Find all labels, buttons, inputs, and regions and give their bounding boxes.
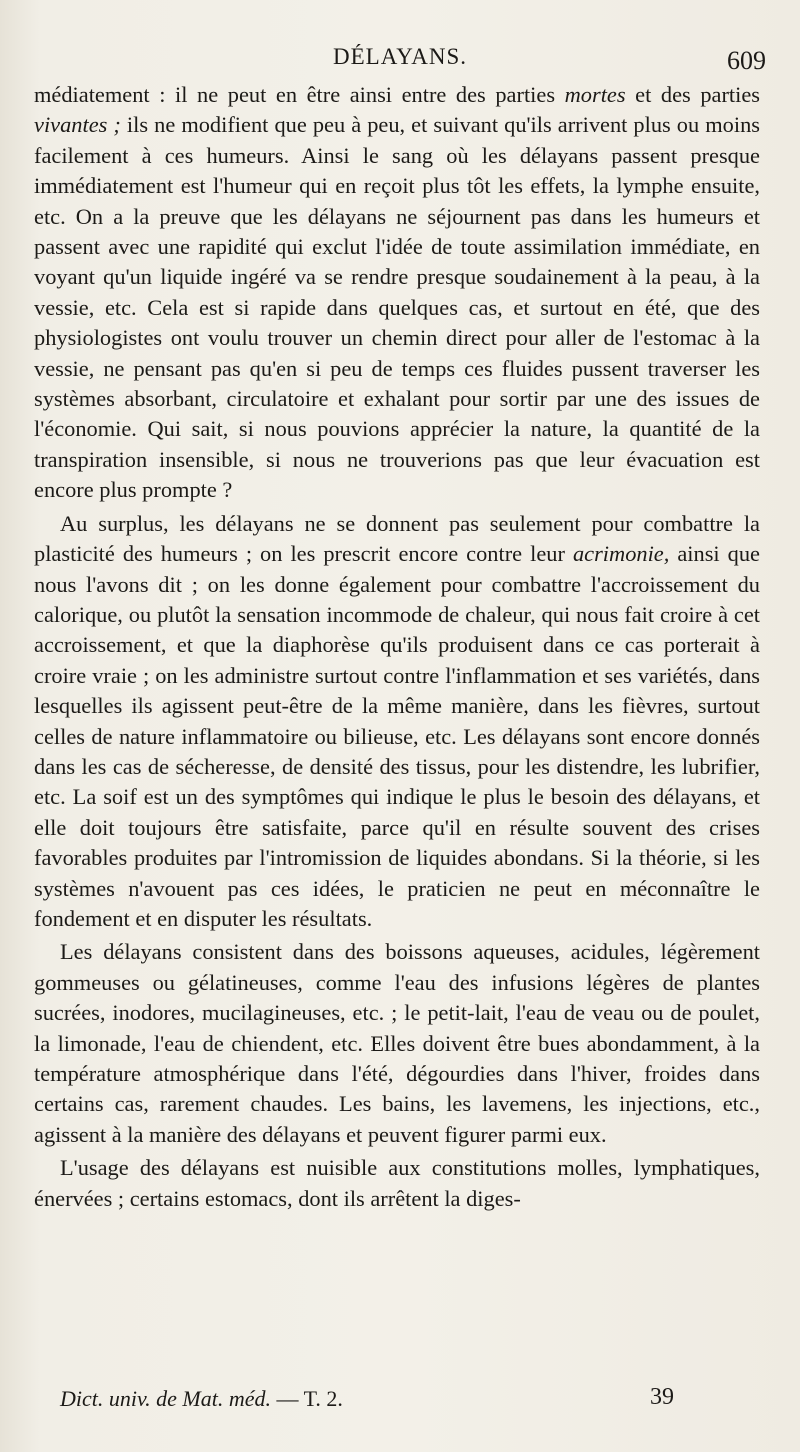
text-run: ils ne modifient que peu à peu, et suivant qu'ils arrivent plus ou moins facilement à ces humeurs. Ainsi le sang où les délayans passent presque immédiatement est l'humeur qui en reçoit plus tôt les effets, la lymphe ensuite, etc. On a la preuve que les délayans ne séjournent pas dans les humeurs et passent avec une rapidité qui exclut l'idée de toute assimilation immédiate, en voyant qu'un liquide ingéré va se rendre presque soudainement à la peau, à la vessie, etc. Cela est si rapide dans quelques cas, et surtout en été, que des physiologistes ont voulu trouver un chemin direct pour aller de l'estomac à la vessie, ne pensant pas qu'en si peu de temps ces fluides pussent traverser les systèmes absorbant, circulatoire et exhalant pour sortir par une des issues de l'économie. Qui sait, si nous pouvions apprécier la nature, la quantité de la transpiration insensible, si nous ne trouverions pas que leur évacuation est encore plus prompte ?	[34, 112, 760, 503]
body-text	[34, 80, 760, 1214]
text-run: Au surplus, les délayans ne se donnent pas seulement pour combattre la plasticité des humeurs ; on les prescrit encore contre leur	[34, 510, 760, 567]
running-title: DÉLAYANS.	[332, 44, 468, 69]
text-run: médiatement : il ne peut en être ainsi entre des parties	[34, 82, 565, 107]
text-run: L'usage des délayans est nuisible aux constitutions molles, lymphatiques, énervées ; certains estomacs, dont ils arrêtent la diges-	[34, 1155, 760, 1211]
page-number: 609	[727, 46, 766, 75]
text-run: et des parties	[625, 82, 761, 107]
paragraph	[34, 937, 760, 1150]
paragraph	[34, 80, 760, 506]
italic-run: mortes	[564, 82, 626, 107]
printer-signature	[60, 1386, 343, 1412]
page-footer	[60, 1386, 760, 1420]
text-run: Les délayans consistent dans des boissons aqueuses, acidules, légèrement gommeuses ou gélatineuses, comme l'eau des infusions légères de plantes sucrées, inodores, mucilagineuses, etc. ; le petit-lait, l'eau de veau ou de poulet, la limonade, l'eau de chiendent, etc. Elles doivent être bues abondamment, à la température atmosphérique dans l'été, dégourdies dans l'hiver, froides dans certains cas, rarement chaudes. Les bains, les lavemens, les injections, etc., agissent à la manière des délayans et peuvent figurer parmi eux.	[34, 939, 760, 1147]
signature-tome: — T. 2.	[270, 1386, 343, 1411]
signature-title: Dict. univ. de Mat. méd.	[60, 1386, 271, 1411]
italic-run: vivantes ;	[34, 112, 121, 138]
page-header	[0, 44, 800, 78]
sheet-number: 39	[650, 1384, 674, 1410]
italic-run: acrimonie,	[572, 541, 670, 567]
text-run: ainsi que nous l'avons dit ; on les donne également pour combattre l'accroissement du calorique, ou plutôt la sensation incommode de chaleur, qui nous fait croire à cet accroissement, et que la diaphorèse qu'ils produisent dans ce cas porterait à croire vraie ; on les administre surtout contre l'inflammation et ses variétés, dans lesquelles ils agissent peut-être de la même manière, dans les fièvres, surtout celles de nature inflammatoire ou bilieuse, etc. Les délayans sont encore donnés dans les cas de sécheresse, de densité des tissus, pour les distendre, les lubrifier, etc. La soif est un des symptômes qui indique le plus le besoin des délayans, et elle doit toujours être satisfaite, parce qu'il en résulte souvent des crises favorables produites par l'intromission de liquides abondans. Si la théorie, si les systèmes n'avouent pas ces idées, le praticien ne peut en méconnaître le fondement et en disputer les résultats.	[34, 541, 760, 931]
paragraph	[34, 1153, 760, 1214]
paragraph	[34, 509, 760, 935]
